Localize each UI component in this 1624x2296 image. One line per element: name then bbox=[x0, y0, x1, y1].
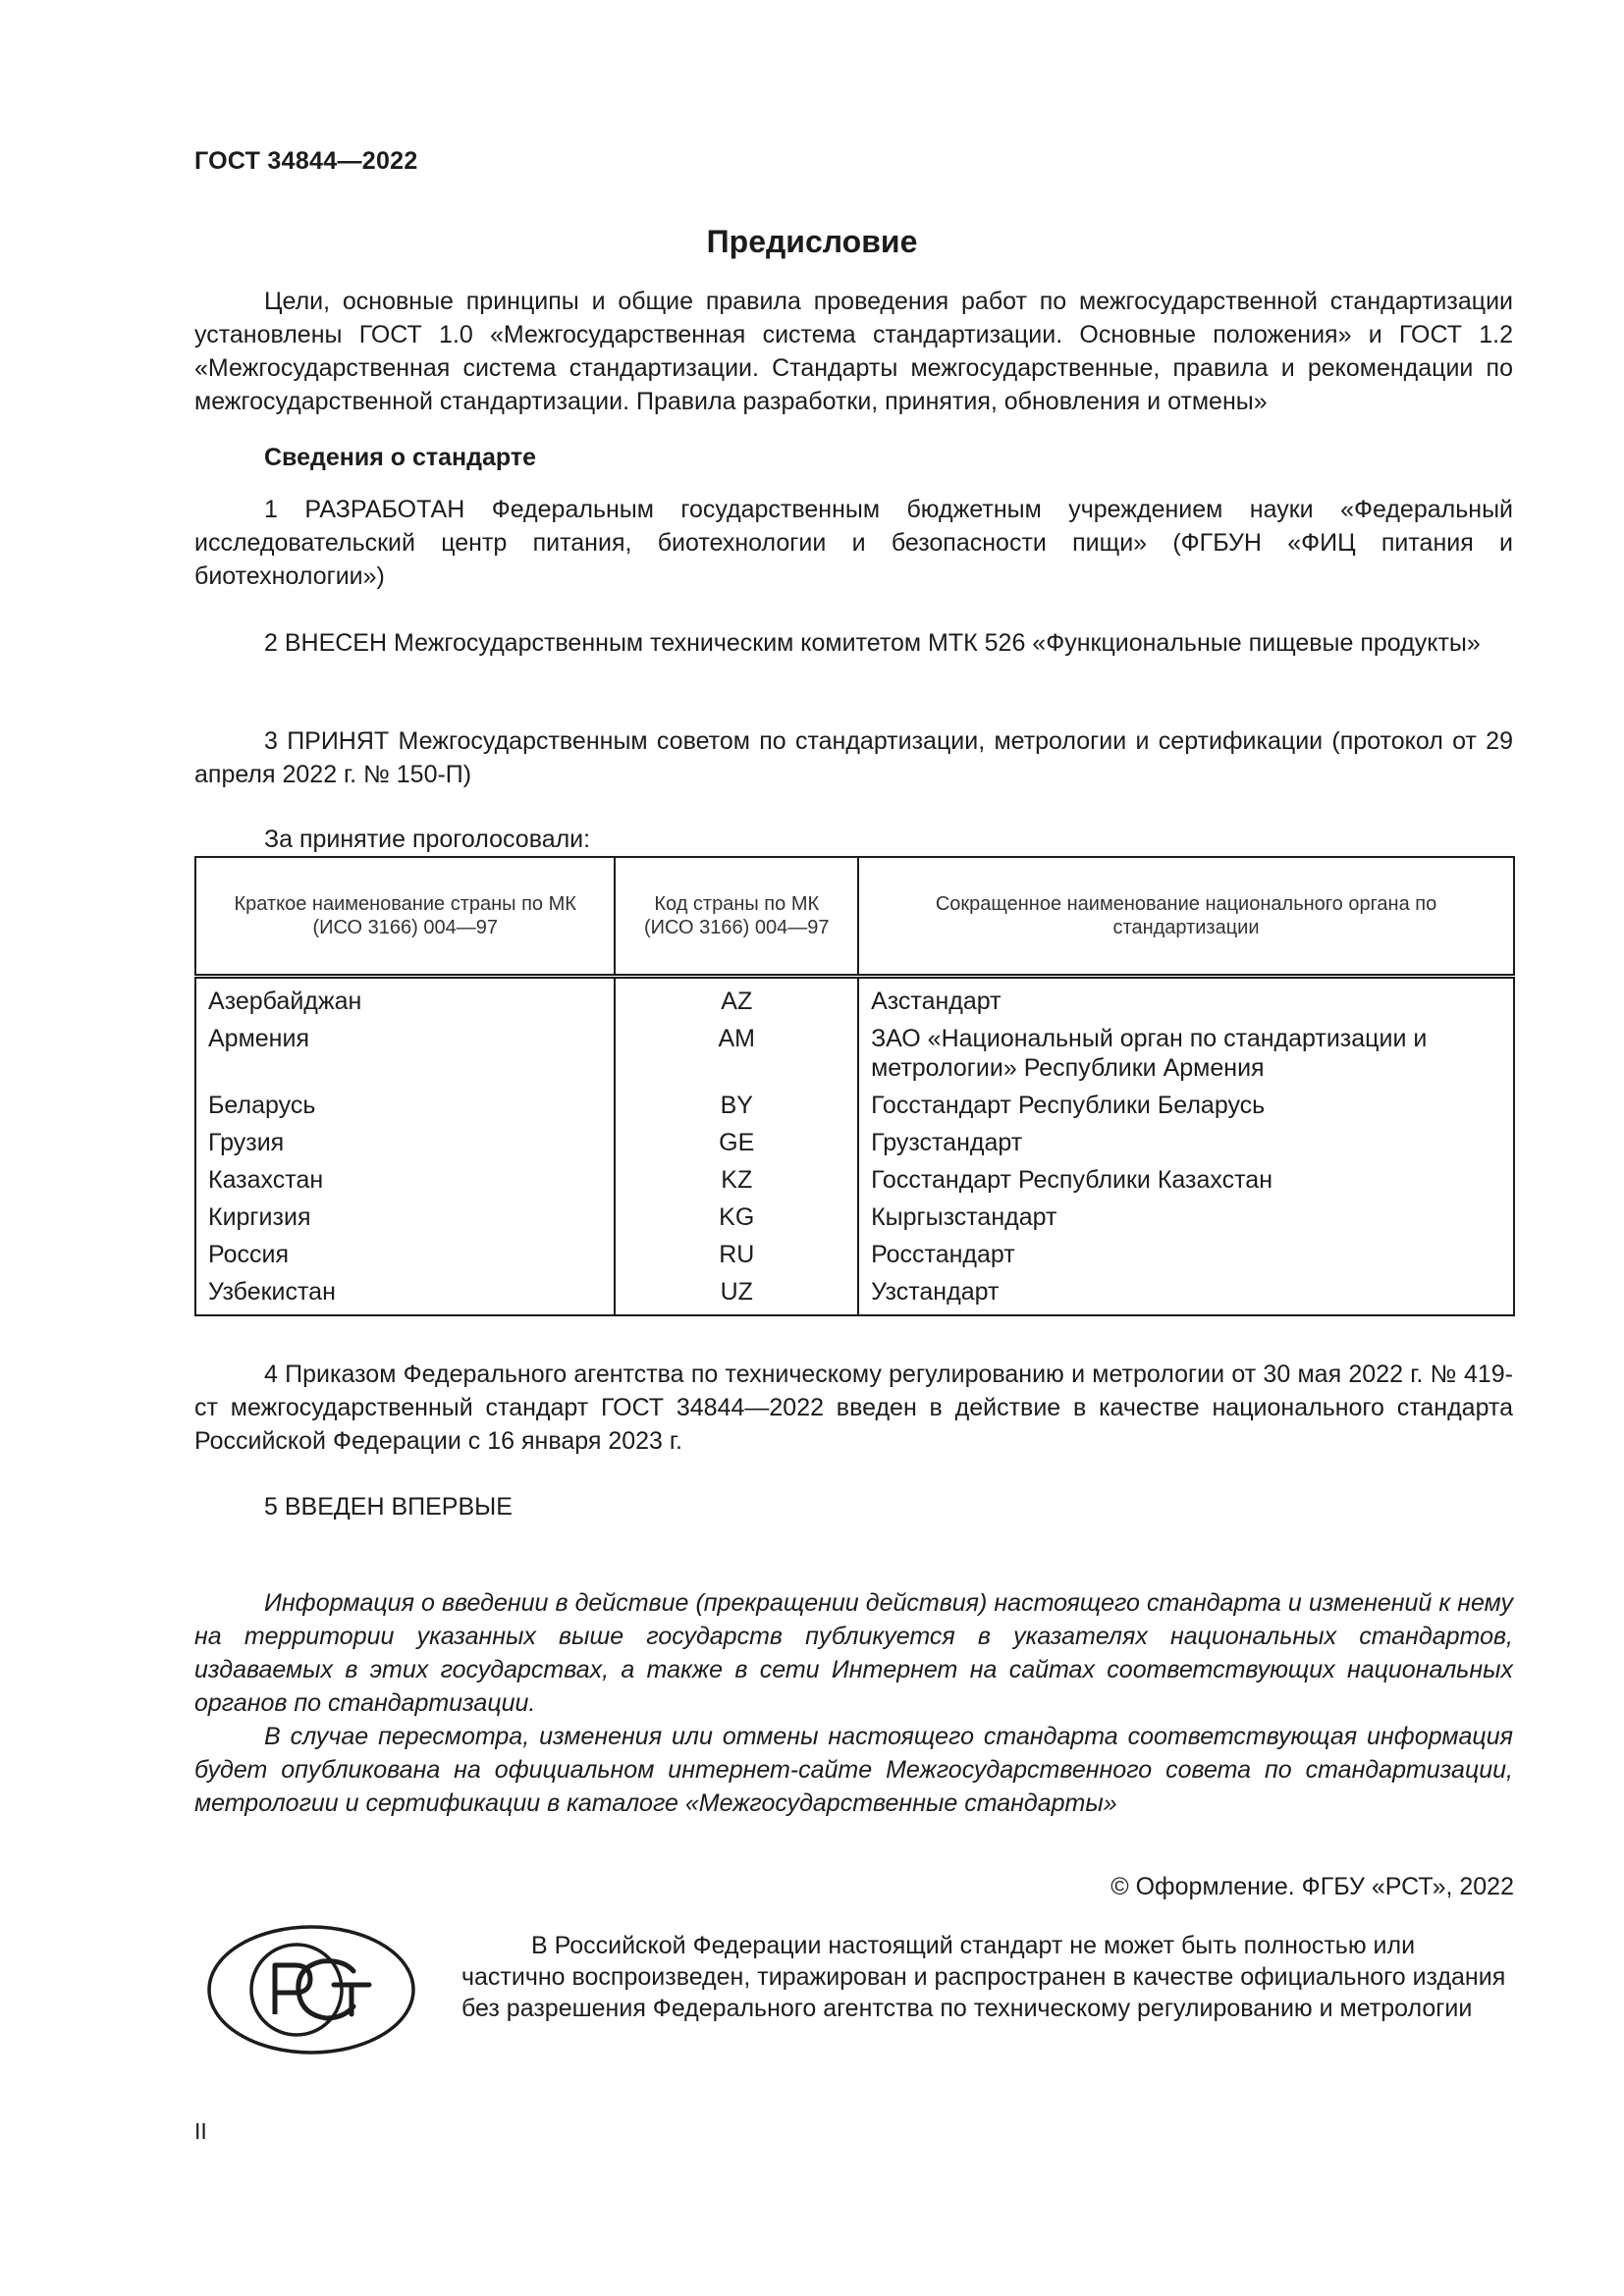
table-row bbox=[195, 1236, 1514, 1273]
cell-code: BY bbox=[615, 1087, 858, 1124]
item-first-introduced: 5 ВВЕДЕН ВПЕРВЫЕ bbox=[264, 1493, 513, 1521]
cell-country: Грузия bbox=[195, 1124, 615, 1161]
cell-country: Армения bbox=[195, 1020, 615, 1087]
voting-table bbox=[194, 856, 1515, 1316]
table-row bbox=[195, 1020, 1514, 1087]
table-row bbox=[195, 1161, 1514, 1199]
info-heading: Сведения о стандарте bbox=[264, 444, 537, 471]
cell-body: Госстандарт Республики Беларусь bbox=[871, 1092, 1266, 1119]
cell-country: Киргизия bbox=[195, 1199, 615, 1236]
page-number: II bbox=[194, 2118, 207, 2144]
cell-body: Кыргызстандарт bbox=[871, 1203, 1057, 1231]
header-country: Краткое наименование страны по МК (ИСО 3166) 004—97 bbox=[195, 857, 615, 977]
table-header-row bbox=[195, 857, 1514, 977]
cell-country: Узбекистан bbox=[195, 1273, 615, 1315]
cell-body: Узстандарт bbox=[871, 1278, 1000, 1306]
intro-paragraph: Цели, основные принципы и общие правила проведения работ по межгосударственной стандартизации установлены ГОСТ 1.0 «Межгосударственная система стандартизации. Основные положения» и ГОСТ 1.2 «Межгосударственная система стандартизации. Стандарты межгосударственные, правила и рекомендации по межгосударственной стандартизации. Правила разработки, принятия, обновления и отмены» bbox=[194, 288, 1513, 415]
cell-body: Азстандарт bbox=[871, 988, 1001, 1015]
notice-paragraph: Информация о введении в действие (прекращении действия) настоящего стандарта и изменений к нему на территории указанных выше государств публикуется в указателях национальных стандартов, издаваемых в этих государствах, а также в сети Интернет на сайтах соответствующих национальных органов по стандартизации. bbox=[194, 1589, 1513, 1717]
table-row bbox=[195, 1087, 1514, 1124]
cell-code: KG bbox=[615, 1199, 858, 1236]
rst-logo-icon bbox=[206, 1924, 417, 2056]
cell-body: Грузстандарт bbox=[871, 1129, 1023, 1156]
section-title: Предисловие bbox=[706, 224, 918, 259]
notice-paragraph: В случае пересмотра, изменения или отмены настоящего стандарта соответствующая информация будет опубликована на официальном интернет-сайте Межгосударственного совета по стандартизации, метрологии и сертификации в каталоге «Межгосударственные стандарты» bbox=[194, 1723, 1513, 1817]
rights-notice: В Российской Федерации настоящий стандарт не может быть полностью или частично воспроизведен, тиражирован и распространен в качестве официального издания без разрешения Федерального агентства по техническому регулированию и метрологии bbox=[461, 1932, 1506, 2022]
item-adopted: 3 ПРИНЯТ Межгосударственным советом по стандартизации, метрологии и сертификации (протокол от 29 апреля 2022 г. № 150-П) bbox=[194, 727, 1513, 788]
cell-code: AZ bbox=[615, 977, 858, 1021]
item-submitted: 2 ВНЕСЕН Межгосударственным техническим комитетом МТК 526 «Функциональные пищевые продукты» bbox=[264, 629, 1481, 657]
cell-body: Госстандарт Республики Казахстан bbox=[871, 1166, 1272, 1194]
cell-country: Беларусь bbox=[195, 1087, 615, 1124]
cell-code: RU bbox=[615, 1236, 858, 1273]
voted-label: За принятие проголосовали: bbox=[264, 826, 591, 853]
cell-body: ЗАО «Национальный орган по стандартизации и метрологии» Республики Армения bbox=[871, 1025, 1428, 1082]
header-body: Сокращенное наименование национального органа по стандартизации bbox=[858, 857, 1514, 977]
cell-code: GE bbox=[615, 1124, 858, 1161]
cell-body: Росстандарт bbox=[871, 1241, 1015, 1268]
cell-country: Казахстан bbox=[195, 1161, 615, 1199]
cell-code: UZ bbox=[615, 1273, 858, 1315]
cell-code: AM bbox=[615, 1020, 858, 1087]
cell-code: KZ bbox=[615, 1161, 858, 1199]
copyright-line: © Оформление. ФГБУ «РСТ», 2022 bbox=[1110, 1873, 1514, 1900]
table-row bbox=[195, 1199, 1514, 1236]
document-code: ГОСТ 34844—2022 bbox=[194, 147, 418, 175]
header-code: Код страны по МК (ИСО 3166) 004—97 bbox=[615, 857, 858, 977]
cell-country: Азербайджан bbox=[195, 977, 615, 1021]
table-row bbox=[195, 1273, 1514, 1315]
cell-country: Россия bbox=[195, 1236, 615, 1273]
table-row bbox=[195, 1124, 1514, 1161]
table-row bbox=[195, 977, 1514, 1021]
item-developed: 1 РАЗРАБОТАН Федеральным государственным бюджетным учреждением науки «Федеральный исследовательский центр питания, биотехнологии и безопасности пищи» (ФГБУН «ФИЦ питания и биотехнологии») bbox=[194, 496, 1513, 590]
item-enacted: 4 Приказом Федерального агентства по техническому регулированию и метрологии от 30 мая 2022 г. № 419-ст межгосударственный стандарт ГОСТ 34844—2022 введен в действие в качестве национального стандарта Российской Федерации с 16 января 2023 г. bbox=[194, 1361, 1513, 1455]
